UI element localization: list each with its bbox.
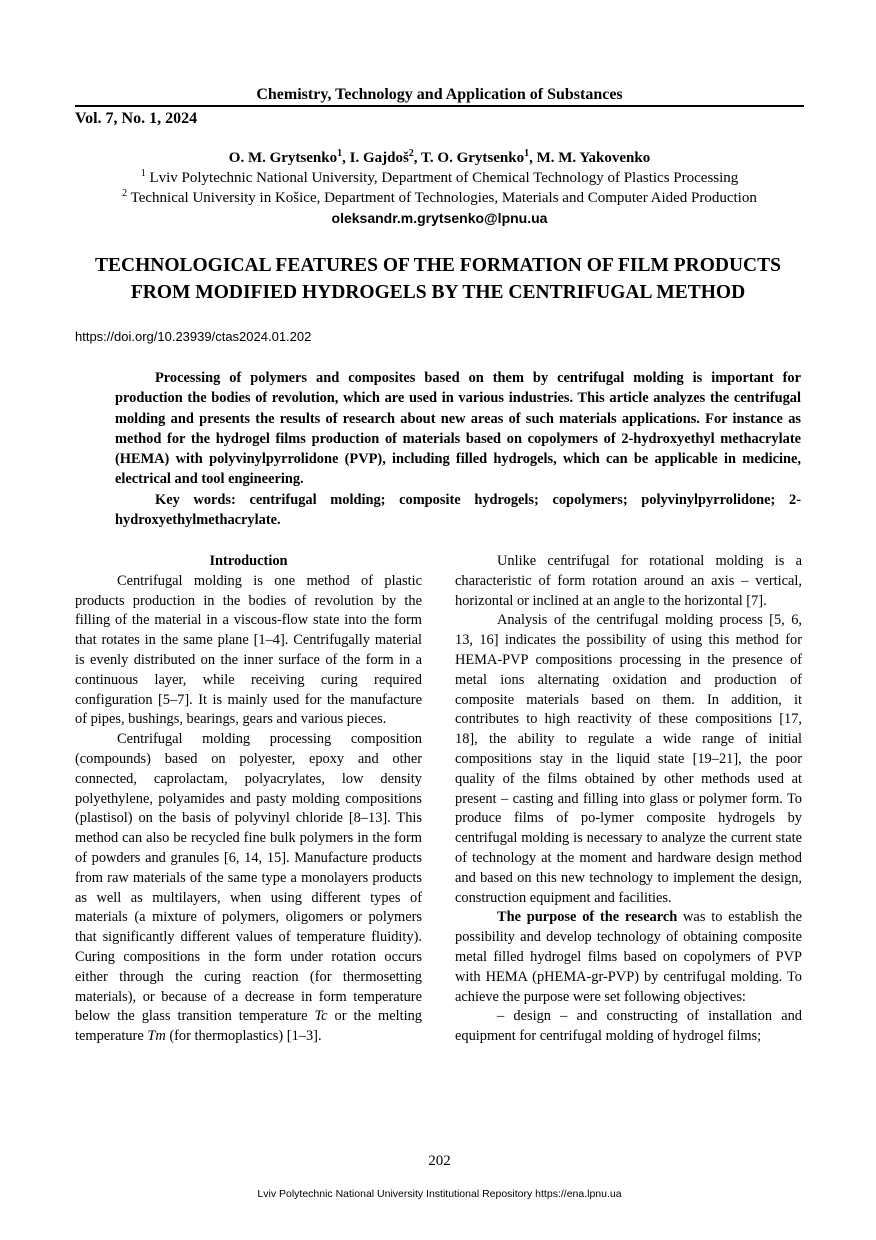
affiliation-marker: 2 — [122, 188, 128, 199]
author-list — [75, 149, 804, 167]
symbol-tm: Tm — [147, 1028, 166, 1045]
author-name: T. O. Grytsenko — [421, 150, 525, 166]
header-divider — [75, 105, 804, 107]
symbol-tc: Tc — [314, 1008, 328, 1025]
repository-footer: Lviv Polytechnic National University Institutional Repository https://ena.lpnu.ua — [257, 1188, 622, 1200]
author-separator: , — [413, 150, 422, 166]
keywords: Key words: centrifugal molding; composite hydrogels; copolymers; polyvinylpyrrolidone; 2-hydroxyethylmethacrylate. — [115, 491, 801, 529]
paragraph-text: or the melting temperature — [75, 1008, 422, 1045]
author-name: M. M. Yakovenko — [536, 150, 651, 166]
affiliation-marker: 1 — [524, 148, 530, 159]
paragraph: Unlike centrifugal for rotational molding is a characteristic of form rotation around an axis – vertical, horizontal or inclined at an angle to the horizontal [7]. — [455, 553, 802, 609]
corresponding-email[interactable]: oleksandr.m.grytsenko@lpnu.ua — [331, 210, 548, 226]
paragraph — [455, 908, 802, 1007]
paragraph: Centrifugal molding is one method of plastic products production in the bodies of revolution by the filling of the material in a viscous-flow state into the form that rotates in the same plane [1–4]. Centrifugally material is evenly distributed on the inner surface of the form in a continuous layer, while receiving curing required configuration [5–7]. It is mainly used for the manufacture of pipes, bushings, bearings, gears and various pieces. — [75, 572, 422, 728]
paragraph-text: (for thermoplastics) [1–3]. — [165, 1028, 322, 1045]
author-name: I. Gajdoš — [349, 150, 409, 166]
affiliation-text: Technical University in Košice, Department of Technologies, Materials and Computer Aided Production — [130, 190, 757, 206]
right-column — [455, 552, 802, 1047]
affiliation-marker: 2 — [408, 148, 414, 159]
page-number: 202 — [428, 1153, 451, 1169]
title-line: FROM MODIFIED HYDROGELS BY THE CENTRIFUGAL METHOD — [130, 282, 746, 303]
title-line: TECHNOLOGICAL FEATURES OF THE FORMATION OF FILM PRODUCTS — [95, 255, 781, 276]
research-purpose-label: The purpose of the research — [497, 909, 678, 926]
paragraph-text: was to establish the possibility and develop technology of obtaining composite metal filled hydrogel films based on copolymers of PVP with HEMA (pHEMA-gr-PVP) by centrifugal molding. To achieve the purpose were set following objectives: — [455, 909, 802, 1005]
affiliation-marker: 1 — [337, 148, 343, 159]
author-separator: , — [342, 150, 350, 166]
left-column — [75, 552, 422, 1047]
paragraph: – design – and constructing of installation and equipment for centrifugal molding of hydrogel films; — [455, 1008, 802, 1045]
author-name: O. M. Grytsenko — [228, 150, 338, 166]
volume-label: Vol. 7, No. 1, 2024 — [75, 110, 198, 127]
abstract — [115, 368, 801, 530]
abstract-text: Processing of polymers and composites based on them by centrifugal molding is important for production the bodies of revolution, which are used in various industries. This article analyzes the centrifugal molding and presents the results of research about new areas of such materials applications. For instance as method for the hydrogel films production of materials based on copolymers of 2-hydroxyethyl methacrylate (HEMA) with polyvinylpyrrolidone (PVP), including filled hydrogels, which can be applicable in medicine, electrical and tool engineering. — [115, 370, 801, 488]
doi-link[interactable]: https://doi.org/10.23939/ctas2024.01.202 — [75, 329, 312, 344]
section-heading: Introduction — [209, 553, 288, 569]
affiliation-2 — [75, 189, 804, 207]
paper-title — [40, 252, 836, 306]
paragraph: Analysis of the centrifugal molding process [5, 6, 13, 16] indicates the possibility of using this method for HEMA-PVP compositions processing in the presence of metal ions alternating oxidation and production of composite materials based on them. In addition, it contributes to high reactivity of these compositions [17, 18], the ability to regulate a wide range of initial compositions stay in the liquid state [19–21], the poor quality of the films obtained by other methods used at present – casting and filling into glass or polymer form. To produce films of po-lymer composite hydrogels by centrifugal molding is necessary to analyze the current state of technology at the moment and hardware design method and based on this new technology to implement the design, construction equipment and facilities. — [455, 612, 802, 906]
paragraph-text: Centrifugal molding processing composition (compounds) based on polyester, epoxy and other connected, caprolactam, polyacrylates, low density polyethylene, polyamides and pasty molding compositions (plastisol) on the basis of polyvinyl chloride [8–13]. This method can also be recycled fine bulk polymers in the form of powders and granules [6, 14, 15]. Manufacture products from raw materials of the same type a monolayers products as well as multilayers, when using different types of materials (a mixture of polymers, oligomers or polymers that significantly different values of temperature fluidity). Curing compositions in the form under rotation occurs either through the curing reaction (for thermosetting materials), or because of a decrease in form temperature below the glass transition temperature — [75, 731, 422, 1025]
affiliation-text: Lviv Polytechnic National University, Department of Chemical Technology of Plastics Processing — [149, 170, 739, 186]
affiliation-marker: 1 — [140, 168, 146, 179]
journal-title: Chemistry, Technology and Application of Substances — [256, 86, 623, 103]
author-separator: , — [529, 150, 537, 166]
paragraph — [75, 730, 422, 1047]
affiliation-1 — [75, 169, 804, 187]
